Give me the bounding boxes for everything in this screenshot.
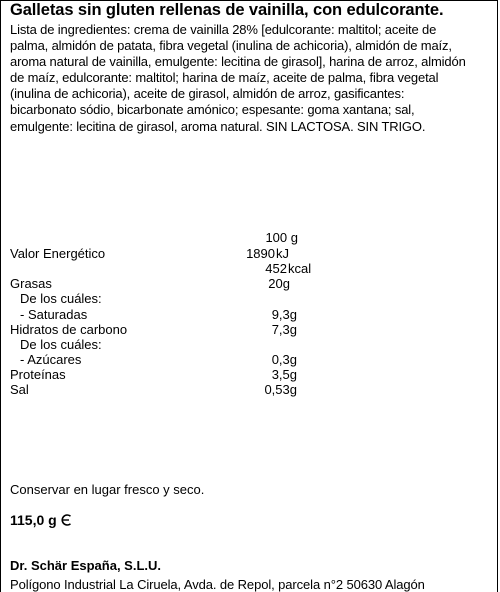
ingredients-line: bicarbonato sódio, bicarbonate amónico; espesante: goma xantana; sal, [10,102,415,118]
nutrition-header: 100 g [265,230,298,245]
nutrient-value: 20g [268,276,290,291]
energy-kj-value: 1890 [246,246,275,261]
ingredients-line: aroma natural de vainilla, emulgente: lecitina de girasol], harina de arroz, almidón [10,54,466,70]
ingredients-line: palma, almidón de patata, fibra vegetal (inulina de achicoria), almidón de maíz, [10,38,452,54]
product-title: Galletas sin gluten rellenas de vainilla, con edulcorante. [10,1,444,19]
net-weight-row [10,512,73,528]
energy-kcal-value: 452 [265,261,287,276]
estimated-sign-icon [59,513,73,527]
nutrient-label: - Saturadas [20,307,88,322]
nutrient-value: 0,53g [264,382,297,397]
energy-label: Valor Energético [10,246,106,261]
net-weight: 115,0 g [10,512,57,528]
nutrient-value: 7,3g [271,322,297,337]
nutrient-label: Grasas [10,276,52,291]
nutrient-value: 9,3g [271,307,297,322]
company-name: Dr. Schär España, S.L.U. [10,558,161,573]
storage-instructions: Conservar en lugar fresco y seco. [10,482,205,497]
ingredients-line: Lista de ingredientes: crema de vainilla 28% [edulcorante: maltitol; aceite de [10,22,437,37]
nutrient-label: Sal [10,382,29,397]
nutrient-label: - Azúcares [20,352,82,367]
ingredients-line: (inulina de achicoria), aceite de girasol, almidón de arroz, gasificantes: [10,86,405,102]
ingredients-line: emulgente: lecitina de girasol, aroma natural. SIN LACTOSA. SIN TRIGO. [10,118,426,134]
nutrient-label: De los cuáles: [20,291,102,306]
nutrient-label: Proteínas [10,367,66,382]
nutrient-label: Hidratos de carbono [10,322,128,337]
energy-kcal-unit: kcal [288,261,312,276]
nutrient-value: 3,5g [271,367,297,382]
company-address: Polígono Industrial La Ciruela, Avda. de Repol, parcela n°2 50630 Alagón [10,577,425,592]
energy-kj-unit: kJ [276,246,289,261]
nutrient-label: De los cuáles: [20,337,102,352]
nutrient-value: 0,3g [271,352,297,367]
ingredients-line: de maíz, edulcorante: maltitol; harina de maíz, aceite de palma, fibra vegetal [10,70,439,86]
